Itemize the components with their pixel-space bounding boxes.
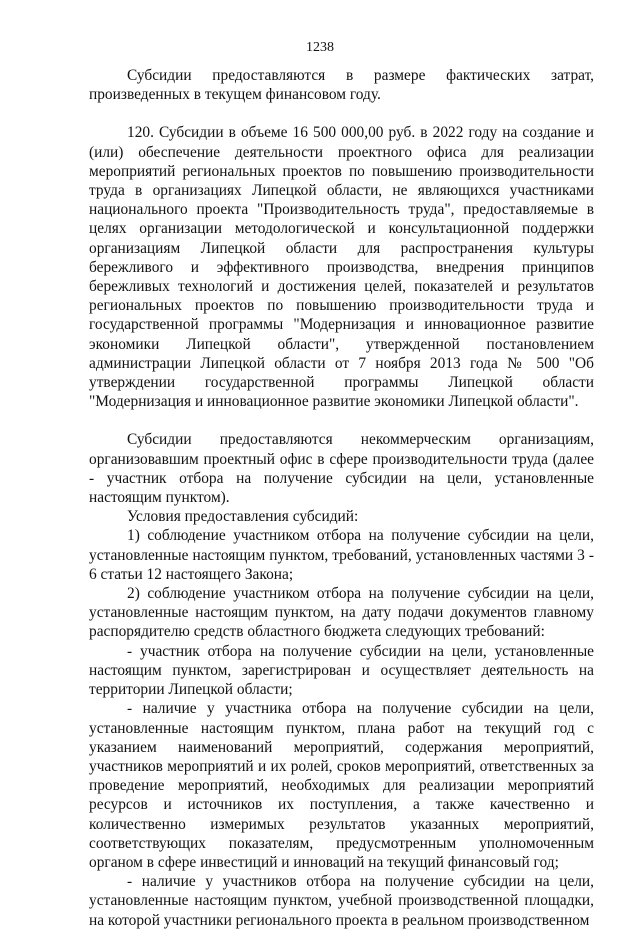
paragraph-subsidy-costs: Субсидии предоставляются в размере фактических затрат, произведенных в текущем финансовом году. <box>89 67 594 104</box>
paragraph-recipients: Субсидии предоставляются некоммерческим организациям, организовавшим проектный офис в сфере производительности труда (далее - участник отбора на получение субсидии на цели, установленные настоящим пунктом). <box>89 431 594 507</box>
paragraph-requirement-registration: - участник отбора на получение субсидии на цели, установленные настоящим пунктом, зарегистрирован и осуществляет деятельность на территории Липецкой области; <box>89 642 594 699</box>
paragraph-item-120: 120. Субсидии в объеме 16 500 000,00 руб. в 2022 году на создание и (или) обеспечение деятельности проектного офиса для реализации мероприятий региональных проектов по повышению производительности труда в организациях Липецкой области, не являющихся участниками национального проекта "Производительность труда", предоставляемые в целях организации методологической и консультационной поддержки организациям Липецкой области для распространения культуры бережливого и эффективного производства, внедрения принципов бережливых технологий и достижения целей, показателей и результатов региональных проектов по повышению производительности труда и государственной программы "Модернизация и инновационное развитие экономики Липецкой области", утвержденной постановлением администрации Липецкой области от 7 ноября 2013 года № 500 "Об утверждении государственной программы Липецкой области "Модернизация и инновационное развитие экономики Липецкой области". <box>89 124 594 411</box>
paragraph-condition-1: 1) соблюдение участником отбора на получение субсидии на цели, установленные настоящим пунктом, требований, установленных частями 3 - 6 статьи 12 настоящего Закона; <box>89 527 594 583</box>
paragraph-requirement-training-site: - наличие у участников отбора на получение субсидии на цели, установленные настоящим пунктом, учебной производственной площадки, на которой участники регионального проекта в реальном производственном <box>89 873 594 929</box>
paragraph-conditions-heading: Условия предоставления субсидий: <box>127 508 359 526</box>
document-body <box>89 66 594 930</box>
paragraph-requirement-work-plan: - наличие у участника отбора на получение субсидии на цели, установленные настоящим пунктом, плана работ на текущий год с указанием наименований мероприятий, содержания мероприятий, участников мероприятий и их ролей, сроков мероприятий, ответственных за проведение мероприятий, необходимых для реализации мероприятий ресурсов и источников их поступления, а также качественно и количественно измеримых результатов указанных мероприятий, соответствующих показателям, предусмотренным уполномоченным органом в сфере инвестиций и инноваций на текущий финансовый год; <box>89 700 594 871</box>
page-number: 1238 <box>306 40 334 55</box>
paragraph-condition-2: 2) соблюдение участником отбора на получение субсидии на цели, установленные настоящим пунктом, на дату подачи документов главному распорядителю средств областного бюджета следующих требований: <box>89 585 594 641</box>
